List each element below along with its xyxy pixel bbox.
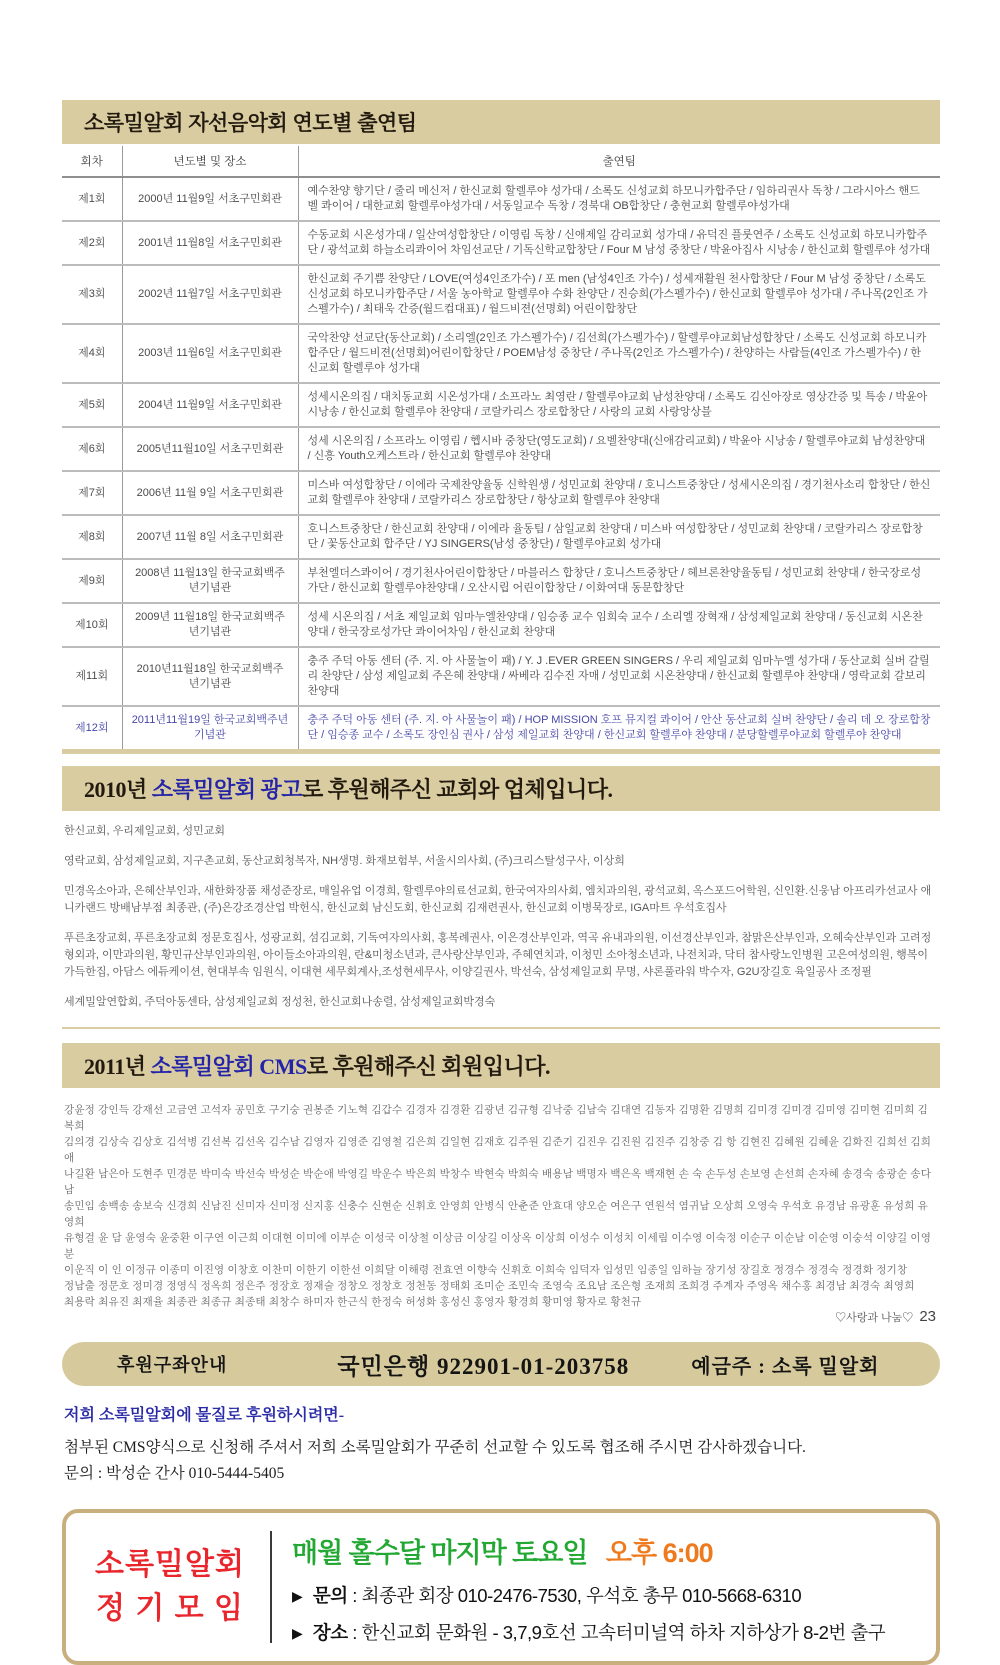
round-cell: 제9회 [62,559,122,603]
performers-cell: 호니스트중창단 / 한신교회 찬양대 / 이에라 율동팀 / 삼일교회 찬양대 / 미스바 여성합창단 / 성민교회 찬양대 / 코랄카리스 장로합창단 / 꽃동산교회 합주단 / YJ SINGERS(남성 중창단) / 할렐루야교회 성가대 [298,515,940,559]
round-cell: 제2회 [62,221,122,265]
performers-cell: 성세시온의집 / 대치동교회 시온성가대 / 소프라노 최영란 / 할렐루야교회 남성찬양대 / 소록도 김신아장로 영상간증 및 특송 / 박윤아 시낭송 / 한신교회 할렐루야 찬양대 / 코랄카리스 장로합창단 / 사랑의 교회 사랑앙상블 [298,383,940,427]
members-line: 이운직 이 인 이정규 이종미 이진영 이창호 이찬미 이한기 이한선 이희달 이해령 전효연 이향숙 신휘호 이희숙 임덕자 임성민 임종일 임하늘 장기성 장길호 정경수 정경숙 정경화 정기창 [64,1264,908,1276]
performers-cell: 한신교회 주기쁨 찬양단 / LOVE(여성4인조가수) / 포 men (남성4인조 가수) / 성세재활원 천사합창단 / Four M 남성 중창단 / 소록도 신성교회 하모니카합주단 / 서울 농아학교 할렐루야 수화 찬양단 / 진승희(가스펠가수) / 한신교회 할렐루야 성가대 / 주나목(2인조 가스펠가수) / 최태욱 간증(월드컵대표) / 월드비젼(선명회) 어린이합창단 [298,265,940,324]
meeting-place-label: 장소 [312,1622,348,1643]
table-row [62,515,940,559]
donation-info [64,1402,940,1487]
cms-title-suffix: 로 후원해주신 회원입니다. [306,1054,550,1079]
date-venue-cell: 2010년11월18일 한국교회백주년기념관 [122,647,298,706]
supporter-paragraph: 한신교회, 우리제일교회, 성민교회 [64,825,225,837]
ad-title-prefix: 2010년 [84,777,152,802]
cms-section-title [62,1043,940,1088]
cms-title-prefix: 2011년 [84,1054,151,1079]
performers-cell: 충주 주덕 아동 센터 (주. 지. 아 사물놀이 패) / Y. J .EVER GREEN SINGERS / 우리 제일교회 임마누엘 성가대 / 동산교회 실버 갈릴리 찬양단 / 삼성 제일교회 주은혜 찬양대 / 싸베라 김수진 자매 / 성민교회 시온찬양대 / 한신교회 할렐루야 찬양대 / 영락교회 갈보리 찬양대 [298,647,940,706]
performers-cell: 국악찬양 선교단(동산교회) / 소리엘(2인조 가스펠가수) / 김선희(가스펠가수) / 할렐루야교회남성합창단 / 소록도 신성교회 하모니카합주단 / 월드비젼(선명회)어린이합창단 / POEM남성 중창단 / 주나목(2인조 가스펠가수) / 찬양하는 사람들(4인조 가스펠가수) / 한신교회 할렐루야 성가대 [298,324,940,383]
performers-cell: 성세 시온의집 / 소프라노 이영림 / 헵시바 중창단(영도교회) / 요벨찬양대(신애감리교회) / 박윤아 시낭송 / 할렐루야교회 남성찬양대 / 신흥 Youth오케스트라 / 한신교회 할렐루야 찬양대 [298,427,940,471]
performers-cell: 충주 주덕 아동 센터 (주. 지. 아 사물놀이 패) / HOP MISSION 호프 뮤지컬 콰이어 / 안산 동산교회 실버 찬양단 / 솔리 데 오 장로합창단 / 임승종 교수 / 소록도 장인심 권사 / 삼성 제일교회 찬양대 / 한신교회 할렐루야 찬양대 / 분당할렐루야교회 할렐루야 찬양대 [298,706,940,752]
meeting-box [62,1509,940,1665]
supporter-paragraph: 민경옥소아과, 은혜산부인과, 새한화장품 채성준장로, 매일유업 이경희, 할렐루야의료선교회, 한국여자의사회, 엠치과의원, 광석교회, 옥스포드어학원, 신인환.신웅남 아프리카선교사 애니카랜드 방배남부점 최종관, (주)은강조경산업 박헌식, 한신교회 남신도회, 한신교회 김재련권사, 한신교회 이병묵장로, IGA마트 우석호집사 [64,885,932,914]
cms-members-list [62,1088,940,1320]
table-row [62,706,940,752]
bank-account-holder: 예금주 : 소록 밀알회 [691,1355,880,1378]
round-cell: 제4회 [62,324,122,383]
date-venue-cell: 2011년11월19일 한국교회백주년기념관 [122,706,298,752]
round-cell: 제12회 [62,706,122,752]
round-cell: 제6회 [62,427,122,471]
arrow-right-icon: ▶ [292,1625,303,1641]
date-venue-cell: 2000년 11월9일 서초구민회관 [122,177,298,221]
bank-account-banner [62,1342,940,1386]
round-cell: 제1회 [62,177,122,221]
date-venue-cell: 2007년 11월 8일 서초구민회관 [122,515,298,559]
date-venue-cell: 2003년 11월6일 서초구민회관 [122,324,298,383]
meeting-name-line2: 정 기 모 임 [96,1592,244,1625]
date-venue-cell: 2002년 11월7일 서초구민회관 [122,265,298,324]
table-row [62,559,940,603]
table-row [62,427,940,471]
ad-title-highlight: 소록밀알회 광고 [151,777,303,802]
page-footer [835,1308,936,1325]
arrow-right-icon: ▶ [292,1588,303,1604]
donation-headline: 저희 소록밀알회에 물질로 후원하시려면- [64,1407,345,1424]
meeting-place-line [292,1619,918,1645]
header-row [62,146,940,177]
performers-cell: 성세 시온의집 / 서초 제일교회 임마누엘찬양대 / 임승종 교수 임희숙 교수 / 소리엘 장혁재 / 삼성제일교회 찬양대 / 동신교회 시온찬양대 / 한국장로성가단 콰이어차임 / 한신교회 찬양대 [298,603,940,647]
meeting-contact-label: 문의 [312,1585,348,1606]
members-line: 최용락 최유진 최재율 최종관 최종규 최종태 최창수 하미자 한근식 한정숙 허성화 홍성신 홍영자 황경희 황미영 황자로 황천규 [64,1296,642,1308]
date-venue-cell: 2001년 11월8일 서초구민회관 [122,221,298,265]
col-header-performers: 출연팀 [298,146,940,177]
round-cell: 제10회 [62,603,122,647]
donation-line1: 첨부된 CMS양식으로 신청해 주셔서 저희 소록밀알회가 꾸준히 선교할 수 있도록 협조해 주시면 감사하겠습니다. [64,1439,806,1456]
concert-table-title: 소록밀알회 자선음악회 연도별 출연팀 [62,100,940,144]
members-line: 정남출 정문호 정미경 정영식 정옥희 정은주 정장호 정재술 정창오 정창호 정천동 정태회 조미순 조민숙 조영숙 조요남 조은형 조재희 조희경 주계자 주영옥 채수홍 최경남 최경숙 최영희 [64,1280,915,1292]
table-row [62,177,940,221]
date-venue-cell: 2008년 11월13일 한국교회백주년기념관 [122,559,298,603]
table-row [62,647,940,706]
meeting-contact-value: : 최종관 회장 010-2476-7530, 우석호 총무 010-5668-6310 [347,1585,802,1606]
table-row [62,383,940,427]
table-row [62,471,940,515]
supporter-paragraph: 영락교회, 삼성제일교회, 지구촌교회, 동산교회청복자, NH생명. 화재보험부, 서울시의사회, (주)크리스탈성구사, 이상희 [64,855,625,867]
meeting-place-value: : 한신교회 문화원 - 3,7,9호선 고속터미널역 하차 지하상가 8-2번 출구 [347,1622,886,1643]
cms-title-highlight: 소록밀알회 CMS [150,1054,307,1079]
performers-cell: 수동교회 시온성가대 / 일산여성합창단 / 이영림 독창 / 신애제일 감리교회 성가대 / 유덕진 플룻연주 / 소록도 신성교회 하모니카합주단 / 광석교회 하늘소리콰이어 차임선교단 / 기독신학교합창단 / Four M 남성 중창단 / 박윤아집사 시낭송 / 한신교회 할렐루야 성가대 [298,221,940,265]
members-line: 강윤정 강인득 강재선 고금연 고석자 공민호 구기숭 권봉준 기노혁 김갑수 김경자 김경환 김광년 김규형 김낙중 김남숙 김대연 김동자 김명환 김명희 김미경 김미경 김미영 김미현 김미희 김복희 [64,1104,928,1132]
round-cell: 제5회 [62,383,122,427]
date-venue-cell: 2004년 11월9일 서초구민회관 [122,383,298,427]
page-number: 23 [919,1308,936,1325]
ad-section-title [62,766,940,811]
performers-cell: 부천엘더스콰이어 / 경기천사어린이합창단 / 마블러스 합창단 / 호니스트중창단 / 헤브론찬양율동팀 / 성민교회 찬양대 / 한국장로성가단 / 한신교회 할렐루야찬양대 / 오산시립 어린이합창단 / 이화여대 동문합창단 [298,559,940,603]
round-cell: 제8회 [62,515,122,559]
meeting-details [292,1529,918,1645]
col-header-round: 회차 [62,146,122,177]
ad-supporters-list [62,811,940,1029]
round-cell: 제7회 [62,471,122,515]
date-venue-cell: 2006년 11월 9일 서초구민회관 [122,471,298,515]
ad-title-suffix: 로 후원해주신 교회와 업체입니다. [302,777,613,802]
vertical-divider [270,1531,272,1643]
supporter-paragraph: 푸른초장교회, 푸른초장교회 정문호집사, 성광교회, 섬김교회, 기독여자의사회, 홍복례권사, 이은경산부인과, 역곡 유내과의원, 이선경산부인과, 참맑은산부인과, 오혜숙산부인과 고려정형외과, 이만과의원, 황민규산부인과의원, 아이들소아과의원, 란&미청소년과, 큰사랑산부인과, 주혜연치과, 이청민 소아청소년과, 나전치과, 닥터 참사랑노인병원 고은여성의원, 행복이 가득한집, 아담스 에듀케이션, 현대부속 임원식, 이대현 세무회계사,조성현세무사, 이양길권사, 박선숙, 삼성제일교회 무명, 샤론풀라워 박수자, G2U장길호 육일공사 조정필 [64,932,932,978]
meeting-name-line1: 소록밀알회 [95,1548,245,1581]
concert-table [62,146,940,754]
concert-table-body [62,177,940,752]
members-line: 김의경 김상숙 김상호 김석병 김선복 김선옥 김수남 김영자 김영준 김영철 김은희 김일현 김재호 김주원 김준기 김진우 김진원 김진주 김창중 김 항 김현진 김혜원 김혜윤 김화진 김희선 김희애 [64,1136,932,1164]
round-cell: 제3회 [62,265,122,324]
performers-cell: 예수찬양 향기단 / 줄리 메신저 / 한신교회 할렐루야 성가대 / 소록도 신성교회 하모니카합주단 / 임하리권사 독창 / 그라시아스 핸드 벨 콰이어 / 대한교회 할렐루야성가대 / 서동일교수 독창 / 경북대 OB합창단 / 충현교회 할렐루야성가대 [298,177,940,221]
date-venue-cell: 2005년11월10일 서초구민회관 [122,427,298,471]
footer-caption: ♡사랑과 나눔♡ [835,1312,914,1324]
bank-account-number: 국민은행 922901-01-203758 [337,1353,630,1379]
concert-table-head [62,146,940,177]
meeting-name [76,1529,264,1645]
donation-line2: 문의 : 박성순 간사 010-5444-5405 [64,1465,285,1482]
members-line: 나길환 남은아 도현주 민경문 박미숙 박선숙 박성순 박순애 박영길 박운수 박은희 박창수 박현숙 박희숙 배용남 백명자 백은옥 백재현 손 숙 손두성 손보영 손선희 손자혜 송경숙 송광순 송다남 [64,1168,932,1196]
table-row [62,221,940,265]
col-header-date-venue: 년도별 및 장소 [122,146,298,177]
bank-banner-label: 후원구좌안내 [117,1355,228,1375]
table-row [62,603,940,647]
performers-cell: 미스바 여성합창단 / 이에라 국제찬양율동 신학원생 / 성민교회 찬양대 / 호니스트중창단 / 성세시온의집 / 경기천사소리 합창단 / 한신교회 할렐루야 찬양대 / 코랄카리스 장로합창단 / 항상교회 할렐루야 찬양대 [298,471,940,515]
meeting-schedule-day: 매월 홀수달 마지막 토요일 [292,1538,588,1568]
round-cell: 제11회 [62,647,122,706]
meeting-schedule [292,1531,918,1570]
members-line: 유형걸 윤 담 윤영숙 윤중환 이구연 이근희 이대현 이미에 이부순 이성국 이상철 이상금 이상길 이상옥 이상희 이성수 이성치 이세림 이수영 이숙정 이순구 이순남 이순영 이숭석 이양길 이영분 [64,1232,932,1260]
members-line: 송민임 송백송 송보숙 신경희 신남진 신미자 신미정 신지홍 신충수 신현순 신휘호 안영희 안병식 안춘준 안효대 양오순 여은구 연원석 염귀남 오상희 오영숙 우석호 유경남 유광훈 유성희 유영희 [64,1200,928,1228]
date-venue-cell: 2009년 11월18일 한국교회백주년기념관 [122,603,298,647]
meeting-schedule-time: 오후 6:00 [605,1538,713,1568]
supporter-paragraph: 세계밀알연합회, 주덕아동센타, 삼성제일교회 정성천, 한신교회나송렬, 삼성제일교회박경숙 [64,996,496,1008]
table-row [62,324,940,383]
meeting-contact-line [292,1582,918,1608]
table-row [62,265,940,324]
